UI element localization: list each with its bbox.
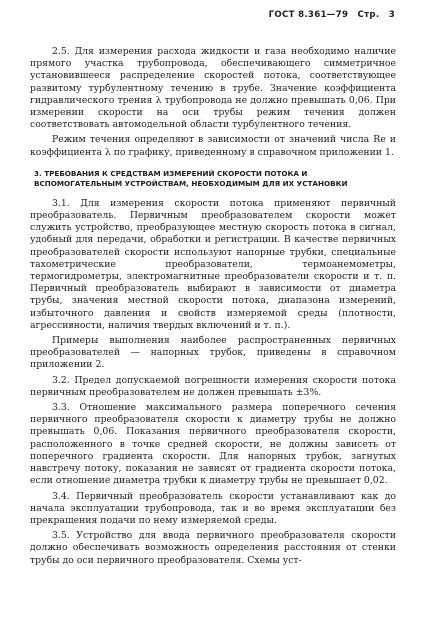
page-number: 3 — [388, 10, 395, 20]
body-text — [30, 46, 396, 570]
paragraph-flow-regime: Режим течения определяют в зависимости от значений числа Re и коэффициента λ по графику, приведенному в справочном приложении 1. — [30, 134, 396, 158]
section-heading: 3. ТРЕБОВАНИЯ К СРЕДСТВАМ ИЗМЕРЕНИЙ СКОРОСТИ ПОТОКА И ВСПОМОГАТЕЛЬНЫМ УСТРОЙСТВАМ, НЕОБХОДИМЫМ ДЛЯ ИХ УСТАНОВКИ — [34, 168, 348, 189]
page-header — [263, 10, 395, 20]
paragraph-2-5: 2.5. Для измерения расхода жидкости и газа необходимо наличие прямого участка трубопровода, обеспечивающего симметричное установившееся распределение скоростей потока, соответствующее развитому турбулентному течению в трубе. Значение коэффициента гидравлического трения λ трубопровода не должно превышать 0,06. При измерении скорости на оси трубы режим течения должен соответствовать автомодельной области турбулентного течения. — [30, 46, 396, 131]
paragraph-3-4: 3.4. Первичный преобразователь скорости устанавливают как до начала эксплуатации трубопровода, так и во время эксплуатации без прекращения подачи по нему измеряемой среды. — [30, 490, 396, 526]
paragraph-3-5: 3.5. Устройство для ввода первичного преобразователя скорости должно обеспечивать возможность определения расстояния от стенки трубы до оси первичного преобразователя. Схемы уст- — [30, 530, 396, 566]
paragraph-3-1: 3.1. Для измерения скорости потока применяют первичный преобразователь. Первичным преобразователем скорости может служить устройство, преобразующее местную скорость потока в сигнал, удобный для передачи, обработки и регистрации. В качестве первичных преобразователей скорости используют напорные трубки, специальные тахометрические преобразователи, термоанемометры, термогидрометры, электромагнитные преобразователи скорости и т. п. Первичный преобразователь выбирают в зависимости от диаметра трубы, значения местной скорости потока, диапазона измерений, избыточного давления и свойств измеряемой среды (плотности, агрессивности, наличия твердых включений и т. п.). — [30, 197, 396, 331]
paragraph-3-2: 3.2. Предел допускаемой погрешности измерения скорости потока первичным преобразователем не должен превышать ±3%. — [30, 374, 396, 398]
paragraph-3-3: 3.3. Отношение максимального размера поперечного сечения первичного преобразователя скорости к диаметру трубы не должно превышать 0,06. Показания первичного преобразователя скорости, расположенного в точке средней скорости, не должны зависеть от поперечного градиента скорости. Для напорных трубок, загнутых навстречу потоку, показания не зависят от градиента скорости потока, если отношение диаметра трубки к диаметру трубы не превышает 0,02. — [30, 402, 396, 487]
page-label: Стр. — [357, 10, 380, 20]
paragraph-examples: Примеры выполнения наиболее распространенных первичных преобразователей — напорных трубок, приведены в справочном приложении 2. — [30, 335, 396, 371]
standard-number: ГОСТ 8.361—79 — [268, 10, 349, 20]
